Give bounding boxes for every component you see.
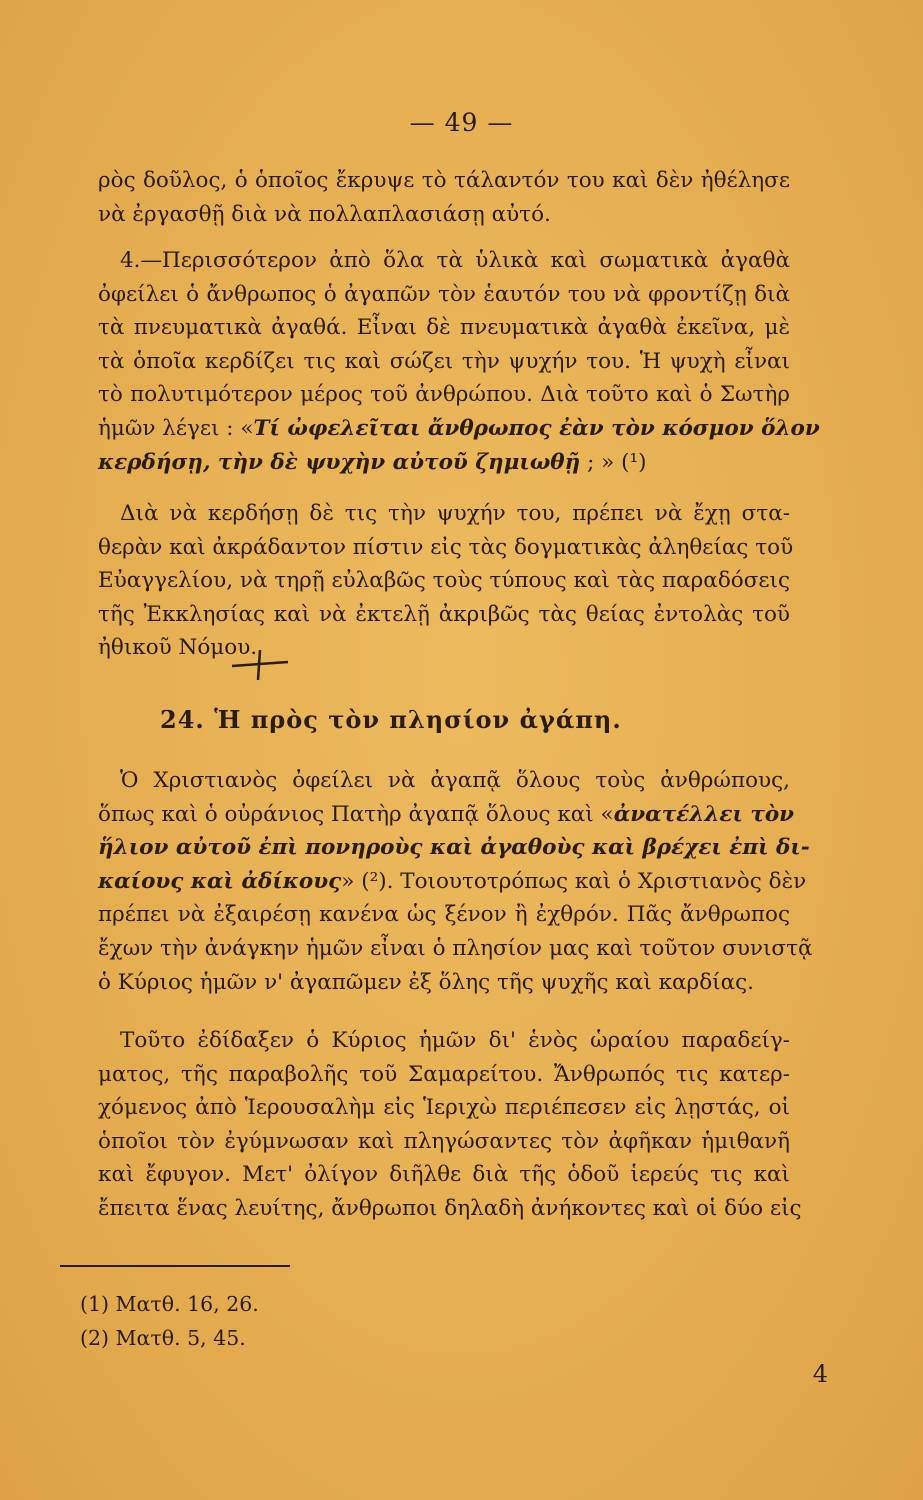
section-heading: 24. Ἡ πρὸς τὸν πλησίον ἀγάπη.	[160, 705, 622, 734]
text-line: ρὸς δοῦλος, ὁ ὁποῖος ἔκρυψε τὸ τάλαντόν του καὶ δὲν ἠθέλησε	[98, 168, 790, 193]
bold-quote: καίους καὶ ἀδίκους	[98, 868, 342, 894]
text-line: τὸ πολυτιμότερον μέρος τοῦ ἀνθρώπου. Διὰ τοῦτο καὶ ὁ Σωτὴρ	[98, 382, 790, 408]
text-line: 4.—Περισσότερον ἀπὸ ὅλα τὰ ὑλικὰ καὶ σωματικὰ ἀγαθὰ	[120, 248, 790, 273]
paragraph-2	[98, 244, 820, 479]
bold-quote: ἀνατέλλει τὸν	[613, 801, 795, 827]
text-line: θερὰν καὶ ἀκράδαντον πίστιν εἰς τὰς δογματικὰς ἀληθείας τοῦ	[98, 534, 794, 560]
text-line: Τοῦτο ἐδίδαξεν ὁ Κύριος ἡμῶν δι' ἑνὸς ὡραίου παραδείγ-	[120, 1028, 790, 1053]
text-line: ὁ Κύριος ἡμῶν ν' ἀγαπῶμεν ἐξ ὅλης τῆς ψυχῆς καὶ καρδίας.	[98, 969, 754, 995]
text-line: καὶ ἔφυγον. Μετ' ὀλίγον διῆλθε διὰ τῆς ὁδοῦ ἱερεύς τις καὶ	[98, 1162, 790, 1188]
pencil-cross-mark	[228, 648, 292, 682]
page-number: — 49 —	[409, 108, 514, 137]
text-line: ματος, τῆς παραβολῆς τοῦ Σαμαρείτου. Ἄνθρωπός τις κατερ-	[98, 1061, 790, 1087]
text-line	[98, 798, 795, 832]
paragraph-4	[98, 764, 813, 999]
text-line: Διὰ νὰ κερδήσῃ δὲ τις τὴν ψυχήν του, πρέπει νὰ ἔχῃ στα-	[120, 501, 790, 526]
paragraph-1	[98, 164, 790, 231]
text-line	[98, 446, 790, 480]
paragraph-3	[98, 497, 794, 665]
footnote-1: (1) Ματθ. 16, 26.	[80, 1292, 259, 1316]
text-line: ὁποῖοι τὸν ἐγύμνωσαν καὶ πληγώσαντες τὸν ἀφῆκαν ἡμιθανῆ	[98, 1128, 790, 1154]
text-line: χόμενος ἀπὸ Ἱερουσαλὴμ εἰς Ἱεριχὼ περιέπεσεν εἰς λῃστάς, οἱ	[98, 1095, 790, 1121]
text-line: πρέπει νὰ ἐξαιρέσῃ κανένα ὡς ξένον ἢ ἐχθρόν. Πᾶς ἄνθρωπος	[98, 902, 790, 928]
text-run: ὅπως καὶ ὁ οὐράνιος Πατὴρ ἀγαπᾷ ὅλους καὶ «	[98, 801, 614, 827]
text-line: Ὁ Χριστιανὸς ὀφείλει νὰ ἀγαπᾷ ὅλους τοὺς ἀνθρώπους,	[120, 768, 790, 793]
signature-mark: 4	[812, 1360, 828, 1388]
bold-quote: Τί ὠφελεῖται ἄνθρωπος ἐὰν τὸν κόσμον ὅλον	[253, 415, 820, 441]
footnote-divider	[60, 1265, 290, 1267]
bold-quote: ἥλιον αὐτοῦ ἐπὶ πονηροὺς καὶ ἀγαθοὺς καὶ βρέχει ἐπὶ δι-	[98, 835, 810, 861]
text-line: ὀφείλει ὁ ἄνθρωπος ὁ ἀγαπῶν τὸν ἑαυτόν του νὰ φροντίζῃ διὰ	[98, 281, 790, 307]
text-run: ἡμῶν λέγει : «	[98, 415, 254, 441]
bold-quote: κερδήσῃ, τὴν δὲ ψυχὴν αὐτοῦ ζημιωθῇ	[98, 449, 581, 475]
text-line	[98, 412, 820, 446]
text-line	[98, 831, 810, 865]
text-line: νὰ ἐργασθῇ διὰ νὰ πολλαπλασιάσῃ αὐτό.	[98, 201, 551, 227]
text-line: ἔπειτα ἕνας λευίτης, ἄνθρωποι δηλαδὴ ἀνήκοντες καὶ οἱ δύο εἰς	[98, 1195, 802, 1221]
text-run: ; » (¹)	[580, 449, 647, 475]
text-line: τὰ ὁποῖα κερδίζει τις καὶ σώζει τὴν ψυχήν του. Ἡ ψυχὴ εἶναι	[98, 348, 790, 374]
footnote-2: (2) Ματθ. 5, 45.	[80, 1326, 246, 1350]
text-line: Εὐαγγελίου, νὰ τηρῇ εὐλαβῶς τοὺς τύπους καὶ τὰς παραδόσεις	[98, 568, 790, 594]
paragraph-5	[98, 1024, 802, 1226]
text-line: ἔχων τὴν ἀνάγκην ἡμῶν εἶναι ὁ πλησίον μας καὶ τοῦτον συνιστᾷ	[98, 935, 813, 961]
text-line: τὰ πνευματικὰ ἀγαθά. Εἶναι δὲ πνευματικὰ ἀγαθὰ ἐκεῖνα, μὲ	[98, 315, 790, 341]
text-line: ἠθικοῦ Νόμου.	[98, 635, 258, 661]
text-line: τῆς Ἐκκλησίας καὶ νὰ ἐκτελῇ ἀκριβῶς τὰς θείας ἐντολὰς τοῦ	[98, 601, 790, 627]
text-run: » (²). Τοιουτοτρόπως καὶ ὁ Χριστιανὸς δὲν	[341, 868, 807, 894]
text-line	[98, 865, 807, 899]
